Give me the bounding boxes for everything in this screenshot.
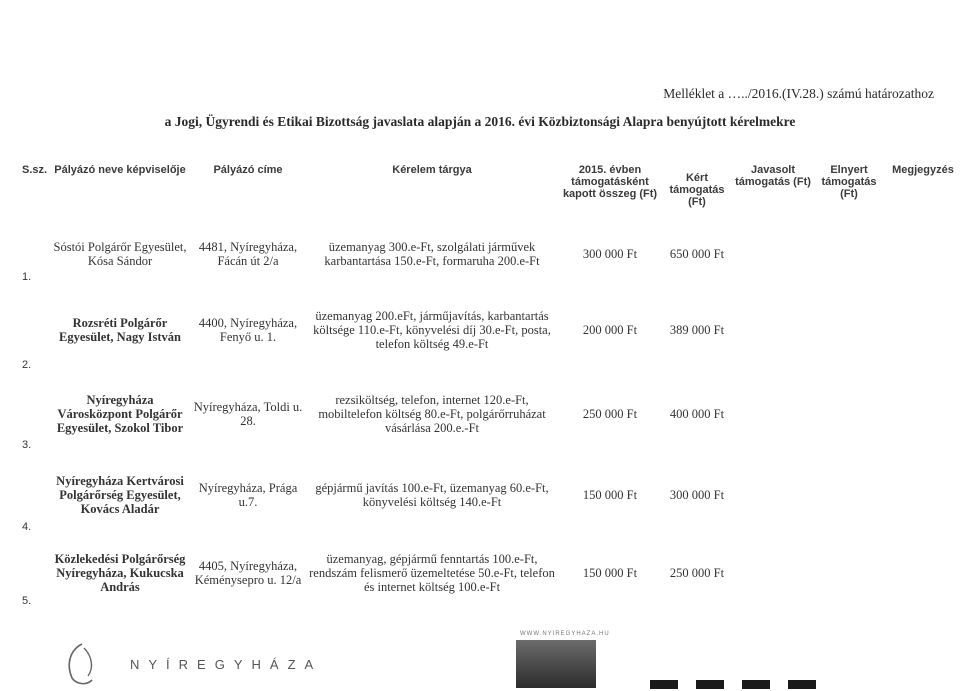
col-proposed: Javasolt támogatás (Ft) (735, 164, 811, 188)
won-amount (812, 536, 886, 610)
notes-cell (886, 454, 960, 536)
requested-amount: 650 000 Ft (669, 247, 725, 261)
request-subject: gépjármű javítás 100.e-Ft, üzemanyag 60.e-Ft, könyvelési költség 140.e-Ft (315, 481, 549, 509)
won-amount (812, 454, 886, 536)
proposed-amount (734, 374, 812, 454)
col-requested: Kért támogatás (Ft) (669, 172, 725, 208)
col-notes: Megjegyzés (892, 164, 954, 176)
proposed-amount (734, 286, 812, 374)
received-amount: 300 000 Ft (582, 247, 638, 261)
notes-cell (886, 286, 960, 374)
photo-thumbnail (516, 640, 596, 688)
col-won: Elnyert támogatás (Ft) (821, 164, 877, 200)
received-amount: 250 000 Ft (582, 407, 638, 421)
table-row (22, 454, 960, 536)
annex-reference: Melléklet a …../2016.(IV.28.) számú határozathoz (663, 86, 934, 101)
won-amount (812, 222, 886, 286)
table-row (22, 286, 960, 374)
requested-amount: 389 000 Ft (669, 323, 725, 337)
proposed-amount (734, 536, 812, 610)
col-ssz: S.sz. (22, 164, 48, 176)
notes-cell (886, 536, 960, 610)
document-subtitle: a Jogi, Ügyrendi és Etikai Bizottság javaslata alapján a 2016. évi Közbiztonsági Alapra benyújtott kérelmekre (164, 114, 796, 129)
row-number: 3. (22, 439, 32, 451)
table-row (22, 536, 960, 610)
applications-table (22, 164, 960, 610)
col-address: Pályázó címe (213, 164, 283, 176)
applicant-name: Rozsréti Polgárőr Egyesület, Nagy István (59, 316, 181, 344)
applicant-address: Nyíregyháza, Toldi u. 28. (193, 400, 303, 428)
scan-mark (650, 680, 820, 689)
col-name: Pályázó neve képviselője (54, 164, 186, 176)
requested-amount: 250 000 Ft (669, 566, 725, 580)
footer-url: WWW.NYIREGYHAZA.HU (520, 631, 610, 637)
applicant-name: Nyíregyháza Városközpont Polgárőr Egyesület, Szokol Tibor (56, 393, 184, 435)
notes-cell (886, 222, 960, 286)
applicant-address: Nyíregyháza, Prága u.7. (198, 481, 298, 509)
city-logo-icon (62, 640, 102, 688)
request-subject: rezsiköltség, telefon, internet 120.e-Ft, mobiltelefon költség 80.e-Ft, polgárőrruházat vásárlása 200.e.-Ft (318, 393, 546, 435)
request-subject: üzemanyag 300.e-Ft, szolgálati járművek karbantartása 150.e-Ft, formaruha 200.e-Ft (324, 240, 540, 268)
received-amount: 200 000 Ft (582, 323, 638, 337)
applicant-name: Közlekedési Polgárőrség Nyíregyháza, Kukucska András (54, 552, 186, 594)
won-amount (812, 374, 886, 454)
request-subject: üzemanyag, gépjármű fenntartás 100.e-Ft, rendszám felismerő üzemeltetése 50.e-Ft, telefon és internet költség 100.e-Ft (309, 552, 555, 594)
row-number: 1. (22, 271, 32, 283)
received-amount: 150 000 Ft (582, 566, 638, 580)
applicant-address: 4405, Nyíregyháza, Kéménysepro u. 12/a (194, 559, 302, 587)
received-amount: 150 000 Ft (582, 488, 638, 502)
col-subject: Kérelem tárgya (392, 164, 472, 176)
proposed-amount (734, 454, 812, 536)
applicant-name: Nyíregyháza Kertvárosi Polgárőrség Egyesület, Kovács Aladár (56, 474, 184, 516)
won-amount (812, 286, 886, 374)
table-row (22, 222, 960, 286)
notes-cell (886, 374, 960, 454)
applicant-address: 4400, Nyíregyháza, Fenyő u. 1. (198, 316, 298, 344)
table-row (22, 374, 960, 454)
applicant-name: Sóstói Polgárőr Egyesület, Kósa Sándor (53, 240, 187, 268)
row-number: 4. (22, 521, 32, 533)
requested-amount: 300 000 Ft (669, 488, 725, 502)
row-number: 5. (22, 595, 32, 607)
requested-amount: 400 000 Ft (669, 407, 725, 421)
row-number: 2. (22, 359, 32, 371)
request-subject: üzemanyag 200.eFt, járműjavítás, karbantartás költsége 110.e-Ft, könyvelési díj 30.e-Ft, posta, telefon költség 49.e-Ft (313, 309, 551, 351)
col-received: 2015. évben támogatásként kapott összeg (Ft) (562, 164, 658, 200)
proposed-amount (734, 222, 812, 286)
applicant-address: 4481, Nyíregyháza, Fácán út 2/a (198, 240, 298, 268)
city-name: NYÍREGYHÁZA (130, 657, 323, 672)
